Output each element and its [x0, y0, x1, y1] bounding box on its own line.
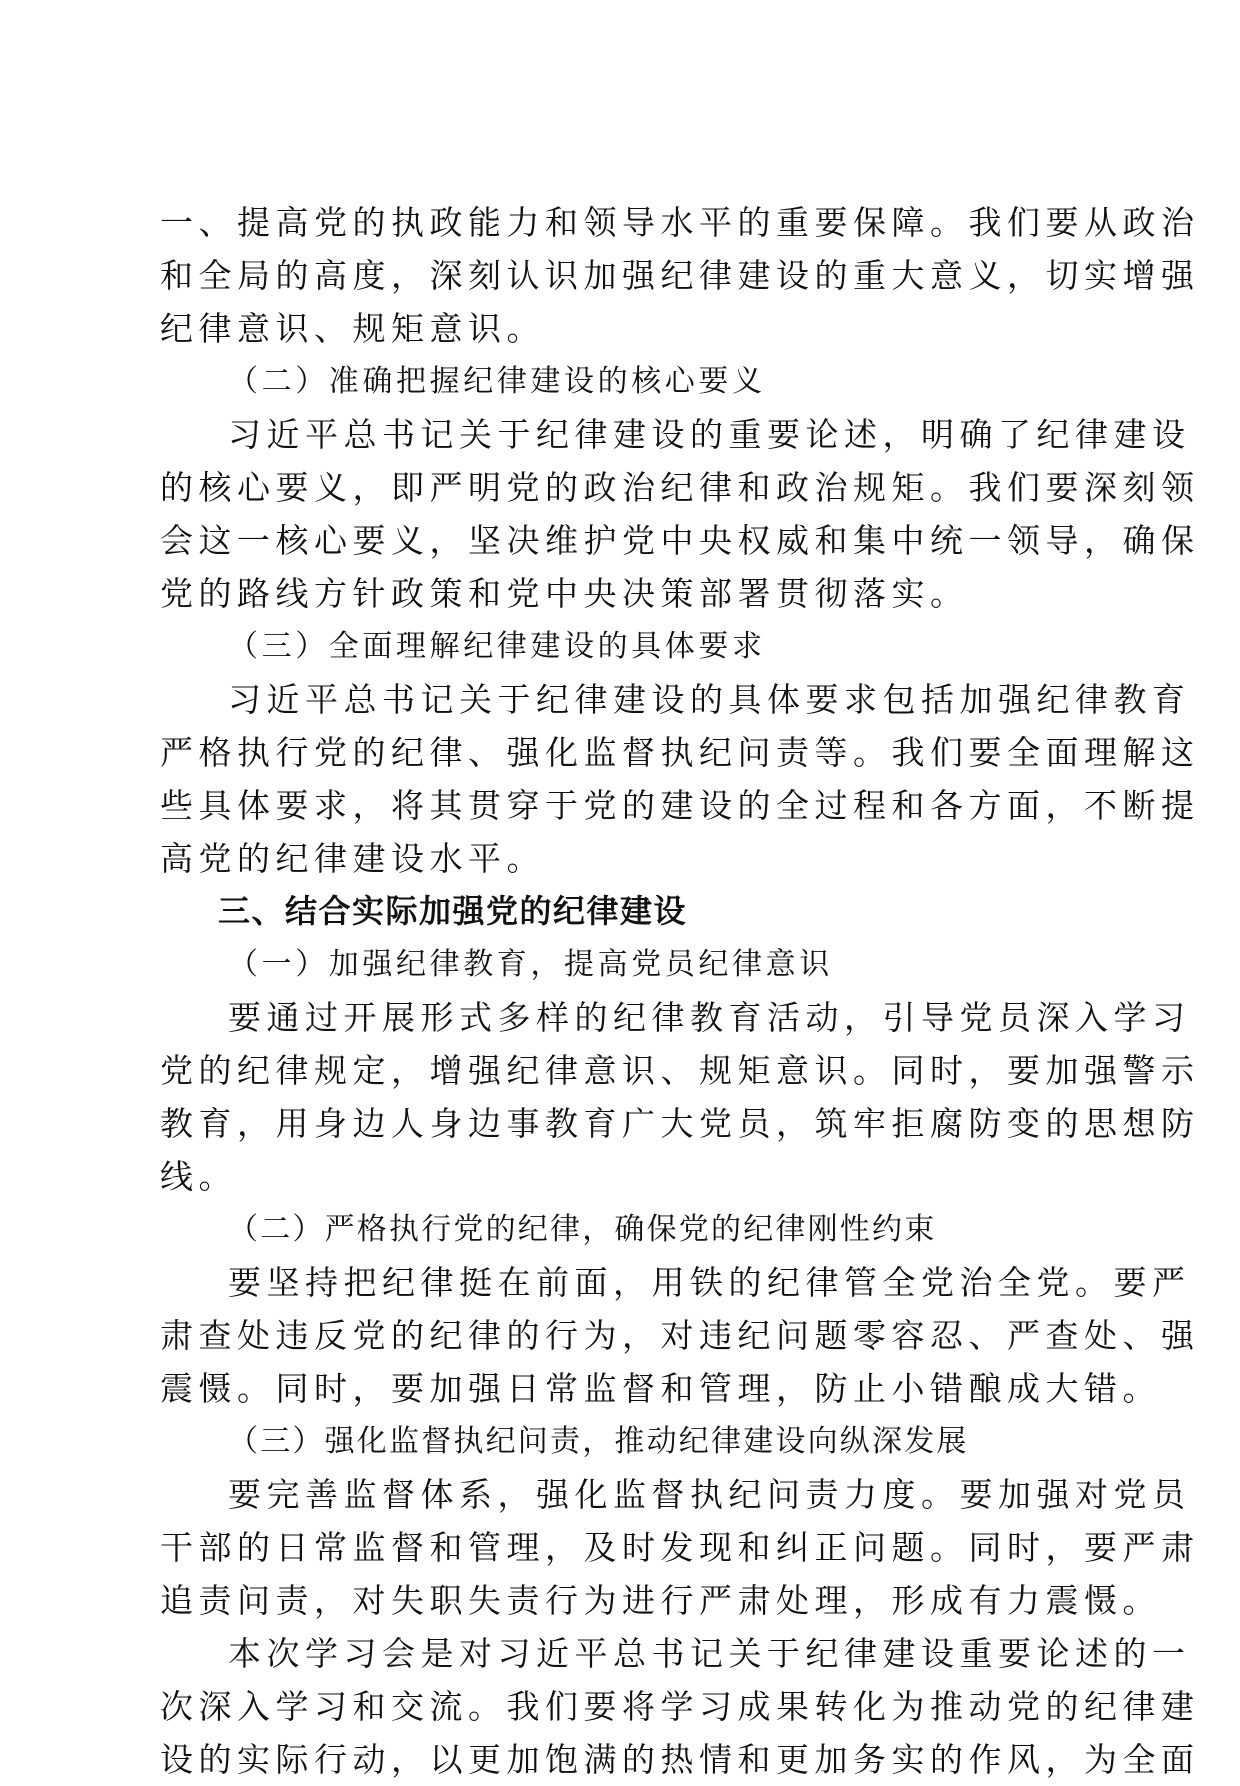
- text-line: 和全局的高度，深刻认识加强纪律建设的重大意义，切实增强: [160, 256, 1200, 295]
- text-line: 严格执行党的纪律、强化监督执纪问责等。我们要全面理解这: [160, 733, 1200, 772]
- sub-heading: （三）全面理解纪律建设的具体要求: [228, 629, 766, 664]
- text-line: 设的实际行动，以更加饱满的热情和更加务实的作风，为全面: [160, 1740, 1200, 1779]
- text-line: 习近平总书记关于纪律建设的具体要求包括加强纪律教育: [228, 680, 1191, 719]
- text-line: 的核心要义，即严明党的政治纪律和政治规矩。我们要深刻领: [160, 468, 1200, 507]
- text-line: 一、提高党的执政能力和领导水平的重要保障。我们要从政治: [160, 203, 1200, 242]
- text-line: 线。: [160, 1157, 237, 1196]
- text-line: 些具体要求，将其贯穿于党的建设的全过程和各方面，不断提: [160, 786, 1200, 825]
- paragraph-continued: [160, 196, 1200, 355]
- paragraph: [160, 991, 1200, 1203]
- text-line: 次深入学习和交流。我们要将学习成果转化为推动党的纪律建: [160, 1687, 1200, 1726]
- sub-heading: （二）严格执行党的纪律，确保党的纪律刚性约束: [228, 1212, 937, 1247]
- document-page: [160, 196, 1200, 1786]
- text-line: 高党的纪律建设水平。: [160, 839, 545, 878]
- text-line: 干部的日常监督和管理，及时发现和纠正问题。同时，要严肃: [160, 1528, 1200, 1567]
- text-line: 党的纪律规定，增强纪律意识、规矩意识。同时，要加强警示: [160, 1051, 1200, 1090]
- paragraph: [160, 408, 1200, 620]
- paragraph: [160, 1468, 1200, 1627]
- sub-heading: （三）强化监督执纪问责，推动纪律建设向纵深发展: [228, 1424, 969, 1459]
- text-line: 要通过开展形式多样的纪律教育活动，引导党员深入学习: [228, 998, 1191, 1037]
- text-line: 肃查处违反党的纪律的行为，对违纪问题零容忍、严查处、强: [160, 1316, 1200, 1355]
- text-line: 要完善监督体系，强化监督执纪问责力度。要加强对党员: [228, 1475, 1191, 1514]
- text-line: 党的路线方针政策和党中央决策部署贯彻落实。: [160, 574, 969, 613]
- text-line: 纪律意识、规矩意识。: [160, 309, 545, 348]
- text-line: 震慑。同时，要加强日常监督和管理，防止小错酿成大错。: [160, 1369, 1161, 1408]
- sub-heading: （二）准确把握纪律建设的核心要义: [228, 364, 766, 399]
- paragraph: [160, 673, 1200, 885]
- text-line: 本次学习会是对习近平总书记关于纪律建设重要论述的一: [228, 1634, 1191, 1673]
- paragraph: [160, 1256, 1200, 1415]
- text-line: 会这一核心要义，坚决维护党中央权威和集中统一领导，确保: [160, 521, 1200, 560]
- section-heading: 三、结合实际加强党的纪律建设: [218, 892, 688, 930]
- text-line: 要坚持把纪律挺在前面，用铁的纪律管全党治全党。要严: [228, 1263, 1191, 1302]
- paragraph: [160, 1627, 1200, 1786]
- text-line: 教育，用身边人身边事教育广大党员，筑牢拒腐防变的思想防: [160, 1104, 1200, 1143]
- text-line: 追责问责，对失职失责行为进行严肃处理，形成有力震慑。: [160, 1581, 1161, 1620]
- sub-heading: （一）加强纪律教育，提高党员纪律意识: [228, 947, 833, 982]
- text-line: 习近平总书记关于纪律建设的重要论述，明确了纪律建设: [228, 415, 1191, 454]
